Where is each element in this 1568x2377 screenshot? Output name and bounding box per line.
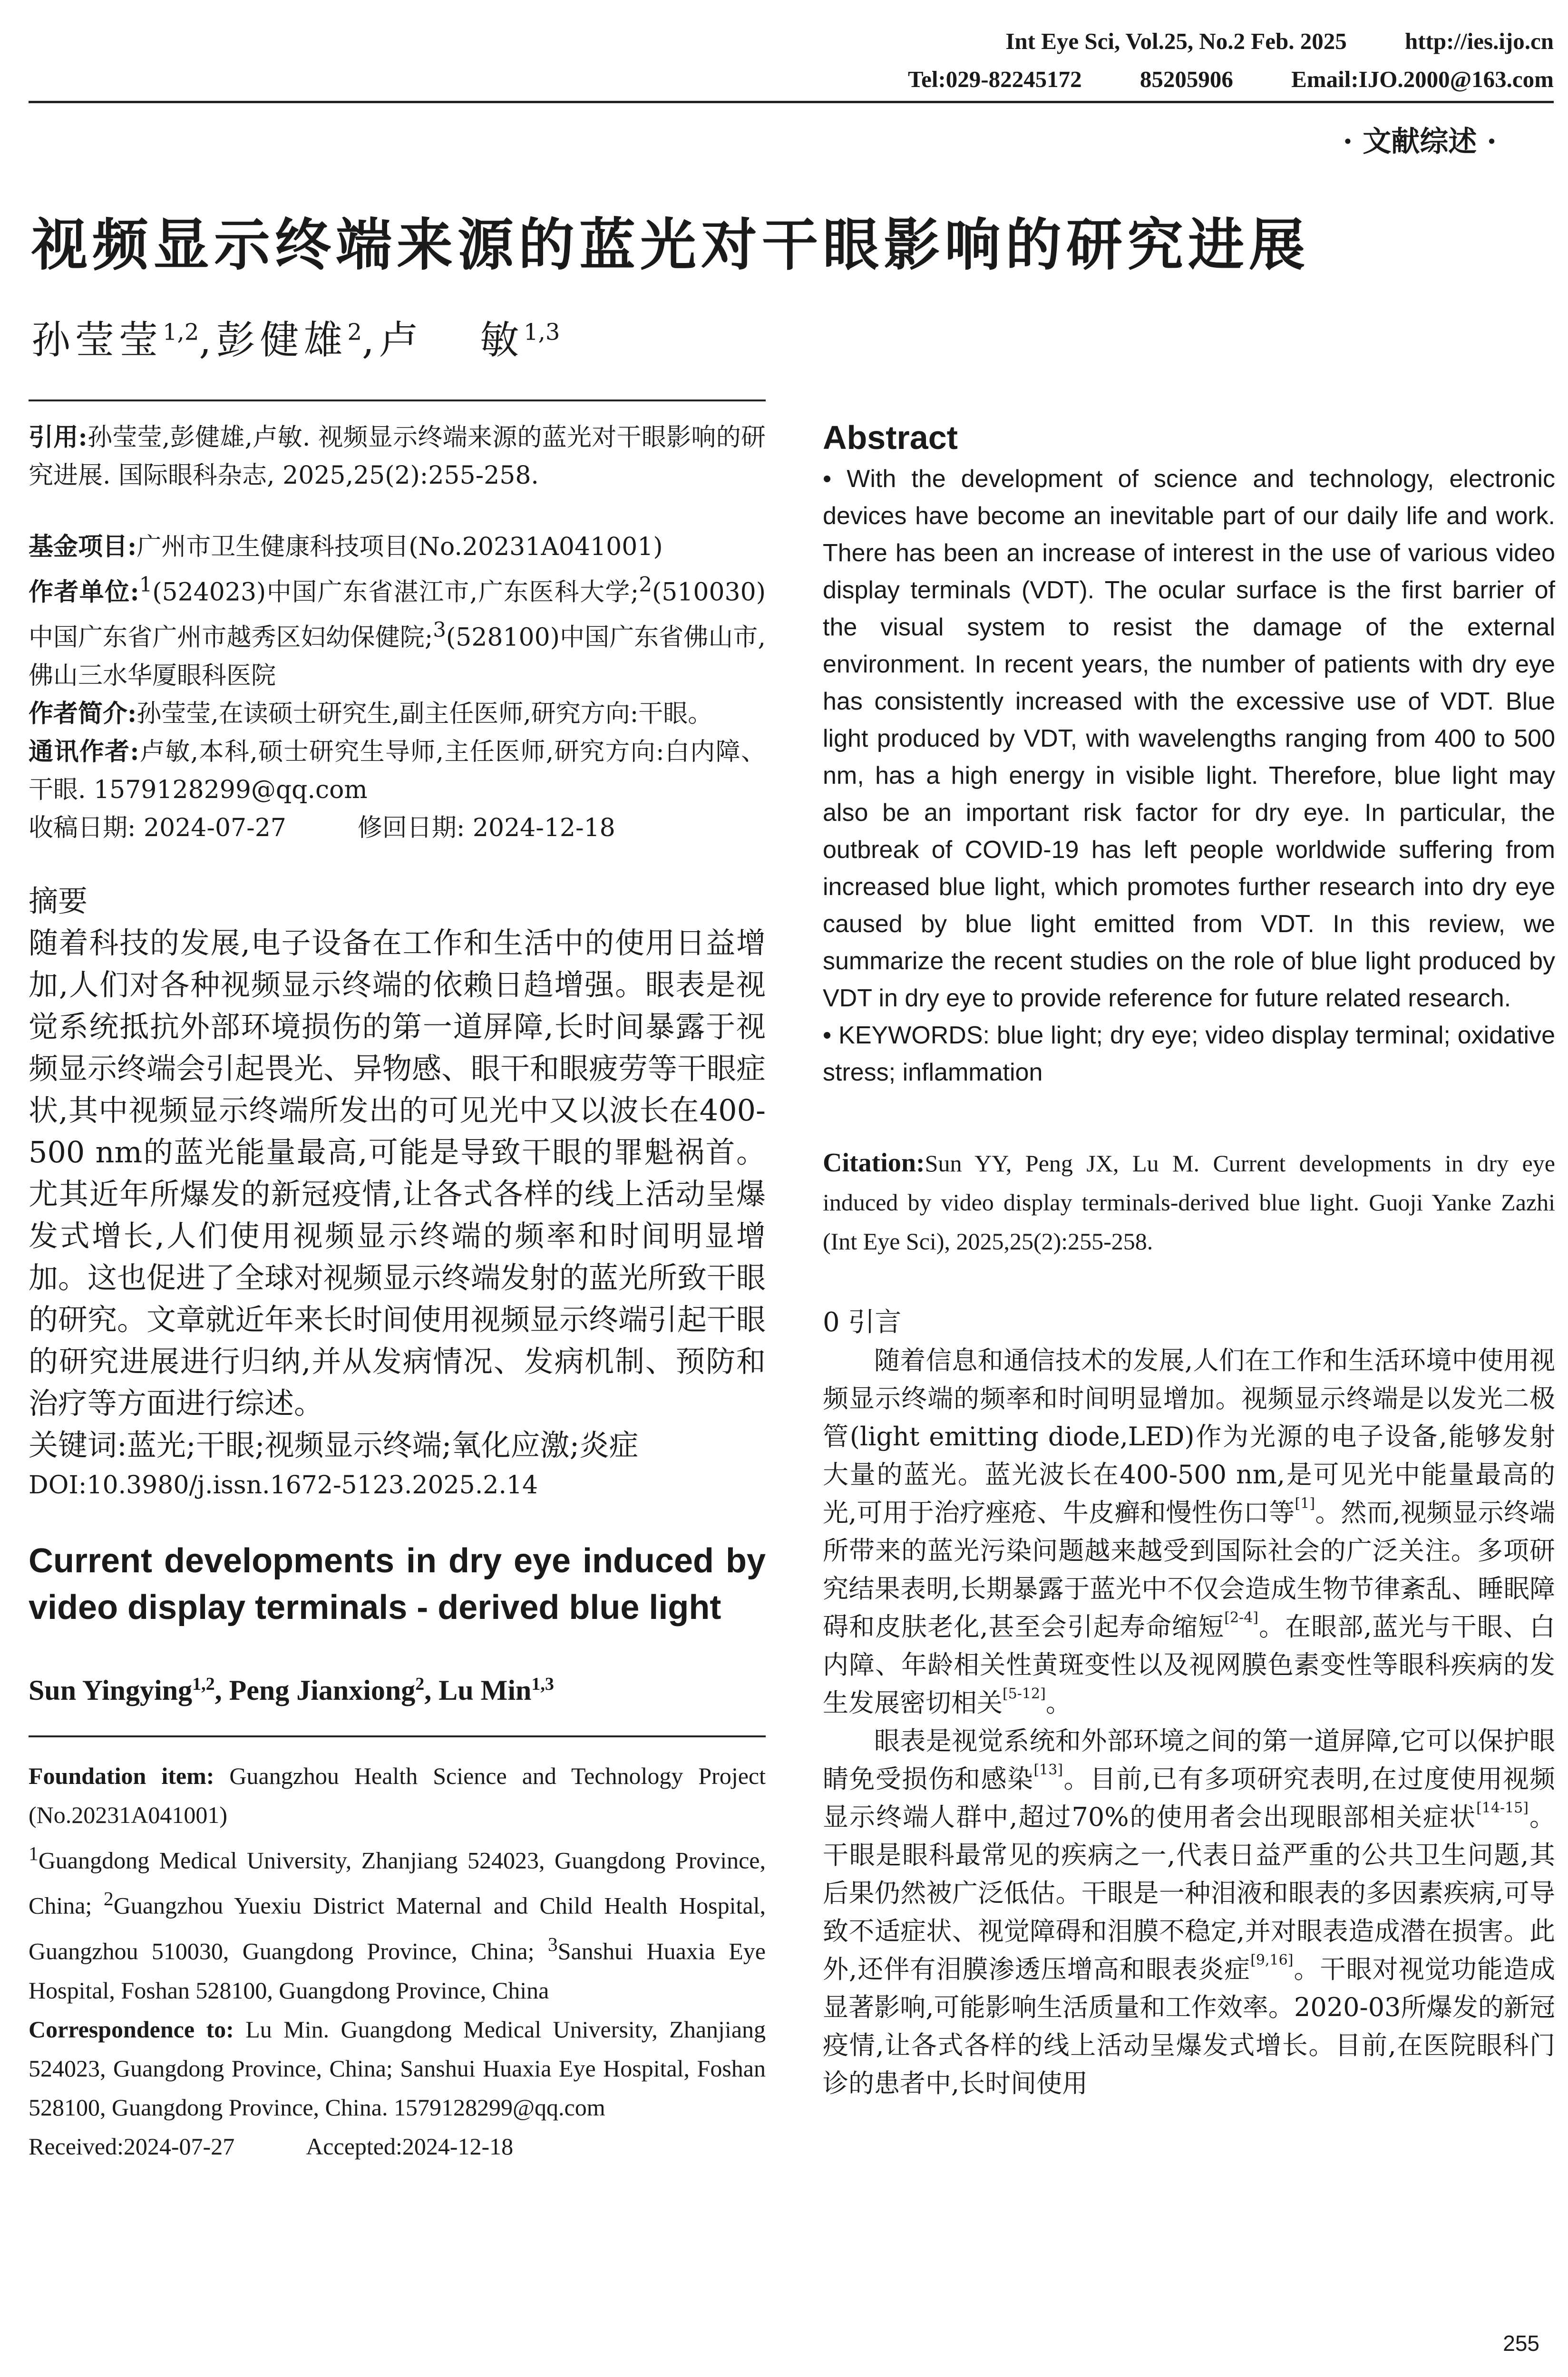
keywords-zh-text: 蓝光;干眼;视频显示终端;氧化应激;炎症: [127, 1427, 639, 1462]
keywords-zh-label: 关键词:: [29, 1427, 127, 1462]
reference-marker[interactable]: [14-15]: [1476, 1800, 1529, 1816]
dates-en: [29, 2127, 766, 2166]
text-run: 。干眼对视觉功能造成显著影响,可能影响生活质量和工作效率。2020-03所爆发的新冠疫情,让各式各样的线上活动呈爆发式增长。目前,在医院眼科门诊的患者中,长时间使用: [823, 1954, 1556, 2098]
corresponding-label: 通讯作者:: [29, 737, 139, 766]
affiliation-marker: 2: [639, 573, 652, 597]
journal-citation: Int Eye Sci, Vol.25, No.2 Feb. 2025: [1005, 28, 1347, 54]
foundation-zh-text: 广州市卫生健康科技项目(No.20231A041001): [136, 533, 663, 561]
affiliation-en-2: Guangzhou Yuexiu District Maternal and Child Health Hospital, Guangzhou 510030, Guangdong Province, China;: [29, 1892, 766, 1965]
text-run: 。然而,视频显示终端所带来的蓝光污染问题越来越受到国际社会的广泛关注。多项研究结果表明,长期暴露于蓝光中不仅会造成生物节律紊乱、睡眠障碍和皮肤老化,甚至会引起寿命缩短: [823, 1498, 1555, 1642]
affiliations-zh: [29, 566, 766, 695]
front-matter-zh: [29, 419, 766, 847]
abstract-heading: Abstract: [823, 419, 958, 456]
paragraph: [823, 1722, 1555, 2103]
left-column: [29, 419, 766, 2166]
affiliations-en: [29, 1834, 766, 2010]
reference-marker[interactable]: [13]: [1033, 1762, 1063, 1778]
page-number: 255: [1503, 2331, 1539, 2356]
dates-zh: [29, 809, 766, 847]
abstract-zh-text: 随着科技的发展,电子设备在工作和生活中的使用日益增加,人们对各种视频显示终端的依赖日趋增强。眼表是视觉系统抵抗外部环境损伤的第一道屏障,长时间暴露于视频显示终端会引起畏光、异物感、眼干和眼疲劳等干眼症状,其中视频显示终端所发出的可见光中又以波长在400-500 nm的蓝光能量最高,可能是导致干眼的罪魁祸首。尤其近年所爆发的新冠疫情,让各式各样的线上活动呈爆发式增长,人们使用视频显示终端的频率和时间明显增加。这也促进了全球对视频显示终端发射的蓝光所致干眼的研究。文章就近年来长时间使用视频显示终端引起干眼的研究进展进行归纳,并从发病情况、发病机制、预防和治疗等方面进行综述。: [29, 925, 766, 1421]
author-name: 卢: [379, 318, 423, 363]
received-date-en: Received:2024-07-27: [29, 2133, 235, 2160]
text-run: 。: [1045, 1688, 1071, 1718]
received-date-zh: 收稿日期: 2024-07-27: [29, 813, 286, 842]
author-affiliation-en: 1,2: [192, 1674, 215, 1694]
author-affiliation: 2: [347, 319, 362, 346]
text-run: 。目前,已有多项研究表明,在过度使用视频显示终端人群中,超过70%的使用者会出现眼部相关症状: [823, 1764, 1555, 1832]
corresponding-author-zh: [29, 733, 766, 809]
header-divider: [29, 101, 1554, 103]
affiliations-zh-label: 作者单位:: [29, 577, 139, 607]
author-bio-text: 孙莹莹,在读硕士研究生,副主任医师,研究方向:干眼。: [136, 699, 713, 728]
text-run: 随着信息和通信技术的发展,人们在工作和生活环境中使用视频显示终端的频率和时间明显增加。视频显示终端是以发光二极管(light emitting diode,LED)作为光源的电子设备,能够发射大量的蓝光。蓝光波长在400-500 nm,是可见光中能量最高的光,可用于治疗痤疮、牛皮癣和慢性伤口等: [823, 1345, 1555, 1528]
accepted-date-en: Accepted:2024-12-18: [306, 2133, 514, 2160]
journal-url[interactable]: http://ies.ijo.cn: [1404, 28, 1554, 54]
text-run: 眼表是视觉系统和外部环境之间的第一道屏障,它可以保护眼睛免受损伤和感染: [823, 1726, 1555, 1794]
text-run: 。在眼部,蓝光与干眼、白内障、年龄相关性黄斑变性以及视网膜色素变性等眼科疾病的发生发展密切相关: [823, 1612, 1555, 1718]
author-name: 彭健雄: [216, 318, 348, 363]
journal-header: [1005, 23, 1554, 60]
keywords-zh: [29, 1424, 766, 1466]
abstract-zh: [29, 880, 766, 1466]
introduction-heading: 0 引言: [823, 1307, 902, 1338]
affiliation-marker: 3: [547, 1933, 558, 1956]
author-name-en: Lu Min: [438, 1674, 532, 1706]
reference-marker[interactable]: [5-12]: [1003, 1685, 1046, 1702]
journal-tel: Tel:029-82245172: [907, 66, 1082, 92]
affiliation-en-1: Guangdong Medical University, Zhanjiang 524023, Guangdong Province, China;: [29, 1847, 766, 1919]
reference-marker[interactable]: [2-4]: [1224, 1609, 1258, 1626]
correspondence-en-text: Lu Min. Guangdong Medical University, Zhanjiang 524023, Guangdong Province, China; Sanshui Huaxia Eye Hospital, Foshan 528100, Guangdong Province, China. 1579128299@qq.com: [29, 2016, 766, 2121]
author-name: 敏: [480, 318, 524, 363]
citation-en: [823, 1143, 1555, 1261]
author-affiliation: 1,3: [524, 319, 560, 346]
foundation-en-label: Foundation item:: [29, 1762, 214, 1789]
affiliation-zh-3: (528100)中国广东省佛山市,佛山三水华厦眼科医院: [29, 623, 766, 690]
correspondence-en: [29, 2010, 766, 2127]
foundation-en-text: Guangzhou Health Science and Technology Project (No.20231A041001): [29, 1762, 766, 1828]
journal-email[interactable]: Email:IJO.2000@163.com: [1291, 66, 1554, 92]
author-name-en: Peng Jianxiong: [229, 1674, 416, 1706]
citation-en-text: Sun YY, Peng JX, Lu M. Current developments in dry eye induced by video display terminals-derived blue light. Guoji Yanke Zazhi (Int Eye Sci), 2025,25(2):255-258.: [823, 1150, 1555, 1255]
revised-date-zh: 修回日期: 2024-12-18: [357, 813, 615, 842]
affiliation-zh-2: (510030)中国广东省广州市越秀区妇幼保健院;: [29, 578, 766, 652]
title-divider: [29, 399, 766, 401]
keywords-en: • KEYWORDS: blue light; dry eye; video display terminal; oxidative stress; inflammation: [823, 1022, 1555, 1086]
foundation-en: [29, 1756, 766, 1834]
foundation-zh-label: 基金项目:: [29, 532, 137, 561]
right-column: [823, 419, 1555, 2103]
affiliation-marker: 2: [103, 1888, 114, 1910]
citation-zh-text: 孙莹莹,彭健雄,卢敏. 视频显示终端来源的蓝光对干眼影响的研究进展. 国际眼科杂志, 2025,25(2):255-258.: [29, 423, 766, 490]
author-bio-zh: [29, 695, 766, 733]
author-name-en: Sun Yingying: [29, 1674, 193, 1706]
citation-zh: [29, 419, 766, 495]
authors-zh: 孙莹莹$^{1,2}$,彭健雄$^2$,卢 敏$^{1,3}$: [31, 318, 560, 363]
author-affiliation: 1,2: [163, 319, 199, 346]
foundation-zh: [29, 528, 766, 566]
doi[interactable]: DOI:10.3980/j.issn.1672-5123.2025.2.14: [29, 1471, 538, 1500]
reference-marker[interactable]: [9,16]: [1250, 1952, 1294, 1968]
introduction-body: [823, 1342, 1555, 2103]
article-title-en: Current developments in dry eye induced by video display terminals - derived blue light: [29, 1541, 766, 1627]
abstract-en-text: • With the development of science and technology, electronic devices have become an inevitable part of our daily life and work. There has been an increase of interest in the use of various video display terminals (VDT). The ocular surface is the first barrier of the visual system to resist the damage of the external environment. In recent years, the number of patients with dry eye has consistently increased with the excessive use of VDT. Blue light produced by VDT, with wavelengths ranging from 400 to 500 nm, has a high energy in visible light. Therefore, blue light may also be an important risk factor for dry eye. In particular, the outbreak of COVID-19 has left people worldwide suffering from increased blue light, which promotes further research into dry eye caused by blue light emitted from VDT. In this review, we summarize the recent studies on the role of blue light produced by VDT in dry eye to provide reference for future related research.: [823, 465, 1555, 1012]
citation-en-label: Citation:: [823, 1148, 925, 1178]
correspondence-en-label: Correspondence to:: [29, 2016, 234, 2043]
affiliation-zh-1: (524023)中国广东省湛江市,广东医科大学;: [152, 578, 639, 607]
journal-fax: 85205906: [1139, 66, 1233, 92]
corresponding-text: 卢敏,本科,硕士研究生导师,主任医师,研究方向:白内障、干眼. 1579128299@qq.com: [29, 737, 766, 804]
affiliation-marker: 1: [29, 1842, 39, 1865]
affiliation-marker: 1: [139, 573, 153, 597]
text-run: 。干眼是眼科最常见的疾病之一,代表日益严重的公共卫生问题,其后果仍然被广泛低估。干眼是一种泪液和眼表的多因素疾病,可导致不适症状、视觉障碍和泪膜不稳定,并对眼表造成潜在损害。此外,还伴有泪膜渗透压增高和眼表炎症: [823, 1802, 1556, 1984]
doi-block: [29, 1466, 766, 1504]
affiliation-en-3: Sanshui Huaxia Eye Hospital, Foshan 528100, Guangdong Province, China: [29, 1938, 766, 2004]
author-affiliation-en: 1,3: [531, 1674, 554, 1694]
reference-marker[interactable]: [1]: [1295, 1495, 1315, 1512]
affiliation-marker: 3: [433, 618, 446, 643]
section-tag: · 文献综述 ·: [1343, 125, 1497, 158]
authors-en: Sun Yingying$^{1,2}$, Peng Jianxiong$^2$, Lu Min$^{1,3}$: [29, 1674, 554, 1706]
author-affiliation-en: 2: [415, 1674, 425, 1694]
paragraph: [823, 1342, 1555, 1722]
author-bio-label: 作者简介:: [29, 699, 137, 728]
journal-contact: [908, 61, 1554, 98]
article-title-zh: 视频显示终端来源的蓝光对干眼影响的研究进展: [31, 212, 1310, 278]
citation-zh-label: 引用:: [29, 423, 88, 452]
author-name: 孙莹莹: [31, 318, 163, 363]
abstract-zh-heading: 摘要: [29, 883, 88, 918]
